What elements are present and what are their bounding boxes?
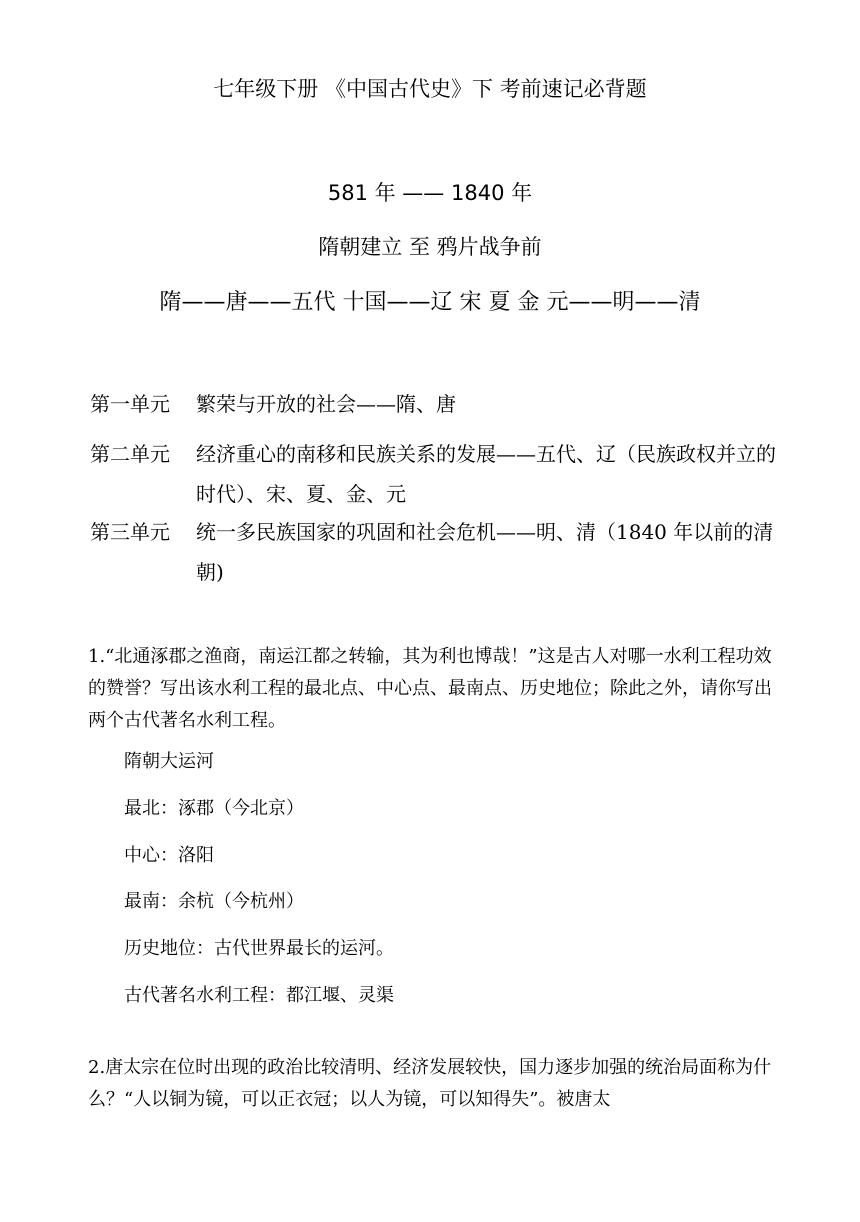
unit-label: 第一单元 xyxy=(90,392,170,416)
unit-text: 繁荣与开放的社会——隋、唐 xyxy=(196,392,456,416)
question-2: 2.唐太宗在位时出现的政治比较清明、经济发展较快，国力逐步加强的统治局面称为什么？“人以铜为镜，可以正衣冠；以人为镜，可以知得失”。被唐太 xyxy=(88,1057,772,1110)
document-title: 七年级下册 《中国古代史》下 考前速记必背题 xyxy=(213,77,647,101)
answer-line: 历史地位：古代世界最长的运河。 xyxy=(124,938,394,959)
period-range: 581 年 —— 1840 年 xyxy=(327,181,533,205)
answer-line: 隋朝大运河 xyxy=(124,751,214,772)
unit-label: 第三单元 xyxy=(90,520,170,544)
question-1: 1.“北通涿郡之渔商，南运江都之转输，其为利也博哉！”这是古人对哪一水利工程功效的赞誉？写出该水利工程的最北点、中心点、最南点、历史地位；除此之外，请你写出两个古代著名水利工程。 xyxy=(88,646,772,731)
unit-label: 第二单元 xyxy=(90,442,170,466)
unit-text: 经济重心的南移和民族关系的发展——五代、辽（民族政权并立的时代）、宋、夏、金、元 xyxy=(196,442,776,506)
answer-line: 最南：余杭（今杭州） xyxy=(124,891,304,912)
unit-text: 统一多民族国家的巩固和社会危机——明、清（1840 年以前的清朝) xyxy=(196,520,774,584)
answer-line: 中心：洛阳 xyxy=(124,845,214,866)
dynasty-sequence: 隋——唐——五代 十国——辽 宋 夏 金 元——明——清 xyxy=(159,290,701,315)
answer-line: 最北：涿郡（今北京） xyxy=(124,798,304,819)
answer-line: 古代著名水利工程：都江堰、灵渠 xyxy=(124,985,394,1006)
unit-2 xyxy=(90,434,790,514)
period-subtitle: 隋朝建立 至 鸦片战争前 xyxy=(318,235,542,259)
unit-1 xyxy=(90,384,790,424)
unit-3 xyxy=(90,512,790,592)
